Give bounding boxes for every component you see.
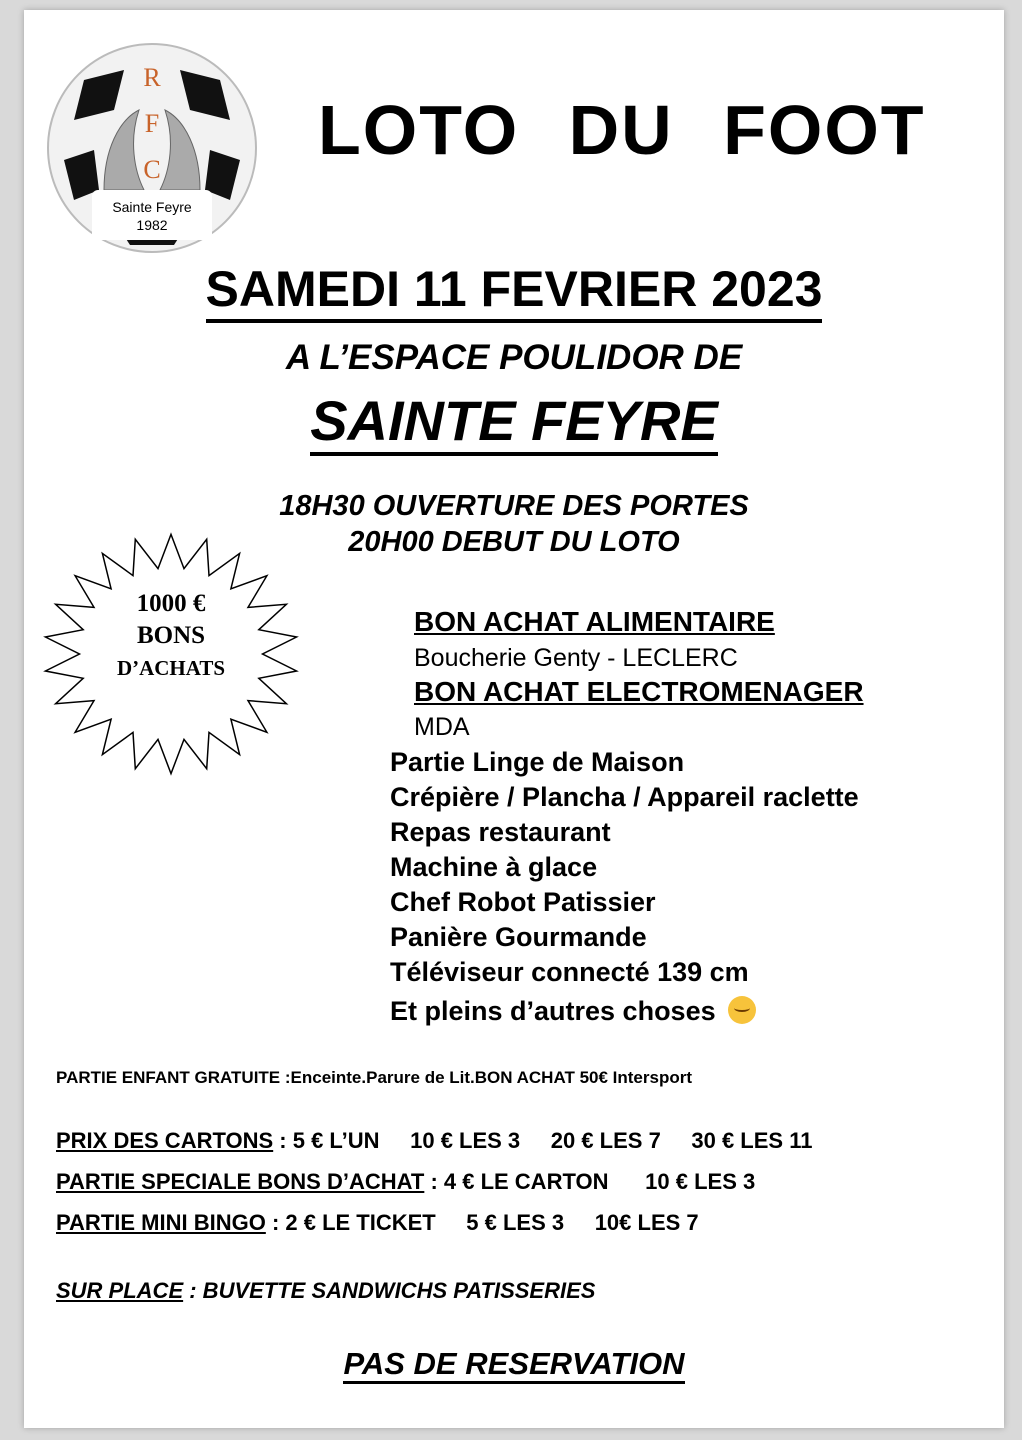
price-values: : 2 € LE TICKET 5 € LES 3 10€ LES 7	[265, 1210, 699, 1235]
prize-item-last	[390, 996, 756, 1027]
logo-letter-f: F	[144, 109, 160, 138]
logo-letter-c: C	[143, 155, 161, 184]
price-row	[56, 1128, 812, 1154]
starburst-badge	[38, 530, 304, 778]
starburst-icon	[38, 530, 304, 778]
price-label: PARTIE MINI BINGO	[56, 1210, 266, 1235]
smiley-icon	[728, 996, 756, 1024]
event-date-text: SAMEDI 11 FEVRIER 2023	[206, 261, 823, 323]
appliance-voucher-header: BON ACHAT ELECTROMENAGER	[414, 676, 864, 707]
starburst-line3: D’ACHATS	[116, 656, 226, 680]
event-date	[24, 260, 1004, 318]
prize-item: Chef Robot Patissier	[390, 887, 656, 917]
price-row	[56, 1210, 699, 1236]
food-voucher-header: BON ACHAT ALIMENTAIRE	[414, 606, 775, 637]
price-label: PARTIE SPECIALE BONS D’ACHAT	[56, 1169, 425, 1194]
flyer-page	[24, 10, 1004, 1428]
logo-letter-r: R	[143, 63, 161, 92]
price-label: PRIX DES CARTONS	[56, 1128, 274, 1153]
appliance-voucher-sub: MDA	[414, 713, 470, 741]
prize-item: Machine à glace	[390, 852, 598, 882]
no-reservation	[24, 1346, 1004, 1382]
on-site-label: SUR PLACE	[56, 1278, 184, 1303]
venue-name: SAINTE FEYRE	[310, 389, 718, 456]
on-site	[56, 1278, 595, 1304]
price-values: : 5 € L’UN 10 € LES 3 20 € LES 7 30 € LES 11	[273, 1128, 813, 1153]
start-time: 20H00 DEBUT DU LOTO	[348, 526, 680, 558]
prize-item: Repas restaurant	[390, 817, 611, 847]
prize-item: Panière Gourmande	[390, 922, 647, 952]
prize-item-text: Et pleins d’autres choses	[390, 996, 716, 1026]
starburst-amount: 1000 €	[136, 590, 206, 617]
no-reservation-text: PAS DE RESERVATION	[343, 1346, 684, 1384]
prize-item: Partie Linge de Maison	[390, 747, 685, 777]
prize-item: Téléviseur connecté 139 cm	[390, 957, 749, 987]
prize-item: Crépière / Plancha / Appareil raclette	[390, 782, 859, 812]
starburst-line2: BONS	[136, 622, 206, 649]
logo-town: Sainte Feyre	[112, 199, 192, 215]
kids-game: PARTIE ENFANT GRATUITE :Enceinte.Parure de Lit.BON ACHAT 50€ Intersport	[56, 1068, 692, 1087]
venue-line2	[24, 388, 1004, 453]
food-voucher-sub: Boucherie Genty - LECLERC	[414, 644, 738, 672]
on-site-values: : BUVETTE SANDWICHS PATISSERIES	[183, 1278, 596, 1303]
price-values: : 4 € LE CARTON 10 € LES 3	[424, 1169, 756, 1194]
venue-line1: A L’ESPACE POULIDOR DE	[285, 338, 743, 377]
club-logo	[44, 40, 260, 256]
logo-year: 1982	[136, 217, 168, 233]
price-row	[56, 1169, 755, 1195]
page-title: LOTO DU FOOT	[318, 91, 926, 169]
doors-time: 18H30 OUVERTURE DES PORTES	[279, 490, 749, 522]
